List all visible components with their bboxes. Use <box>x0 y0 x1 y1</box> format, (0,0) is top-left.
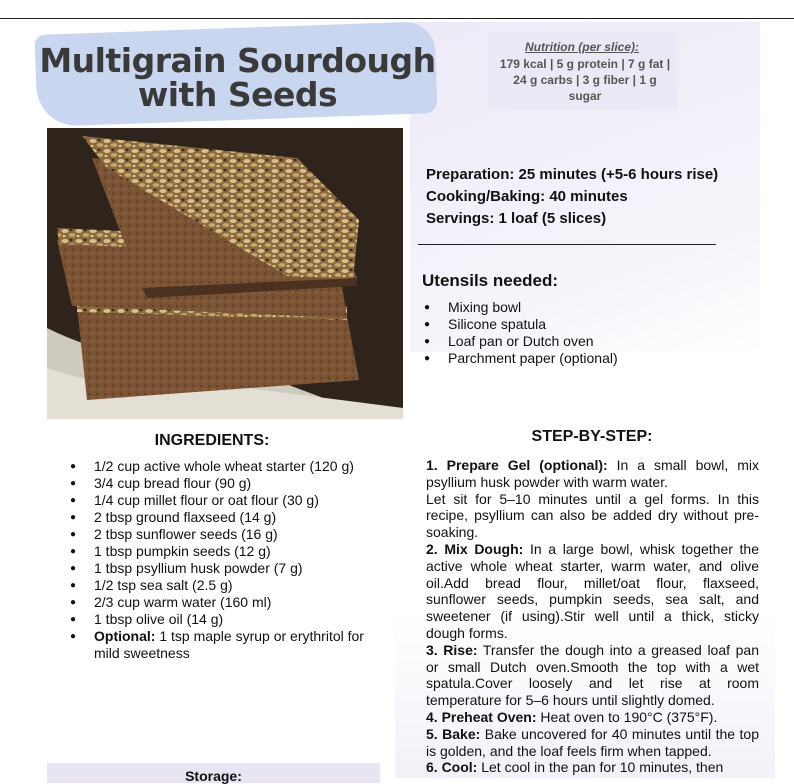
nutrition-text: 179 kcal | 5 g protein | 7 g fat | 24 g carbs | 3 g fiber | 1 g sugar <box>499 57 671 103</box>
step-paragraph: 3. Rise: Transfer the dough into a greased loaf pan or small Dutch oven.Smooth the top with a wet spatula.Cover loosely and let rise at room temperature for 5–6 hours until slightly domed. <box>426 641 759 709</box>
ingredient-item: ● 3/4 cup bread flour (90 g) <box>70 475 388 492</box>
step-paragraph: 4. Preheat Oven: Heat oven to 190°C (375°F). <box>426 708 718 725</box>
steps-title: STEP-BY-STEP: <box>531 428 653 445</box>
utensils-title: Utensils needed: <box>422 271 559 290</box>
ingredient-item: ● 2/3 cup warm water (160 ml) <box>70 594 388 611</box>
ingredient-item: ● Optional: 1 tsp maple syrup or erythritol for mild sweetness <box>70 628 388 662</box>
ingredient-item: ● 1/4 cup millet flour or oat flour (30 g) <box>70 492 388 509</box>
step-paragraph: 6. Cool: Let cool in the pan for 10 minutes, then <box>426 759 724 776</box>
utensil-item: ● Parchment paper (optional) <box>424 350 618 367</box>
section-divider <box>418 244 716 245</box>
utensil-item: ● Mixing bowl <box>424 299 618 316</box>
step-paragraph: Let sit for 5–10 minutes until a gel forms. In this recipe, psyllium can also be added dry without pre-soaking. <box>426 490 759 541</box>
bread-photo <box>47 128 403 419</box>
ingredient-item: ● 2 tbsp ground flaxseed (14 g) <box>70 509 388 526</box>
top-rule <box>0 18 794 19</box>
utensil-item: ● Silicone spatula <box>424 316 618 333</box>
step-paragraph: 1. Prepare Gel (optional): In a small bowl, mix psyllium husk powder with warm water. <box>426 457 759 490</box>
recipe-meta <box>426 164 718 230</box>
servings: Servings: 1 loaf (5 slices) <box>426 210 607 227</box>
steps-body <box>426 457 759 776</box>
step-paragraph: 2. Mix Dough: In a large bowl, whisk together the active whole wheat starter, warm water, and olive oil.Add bread flour, millet/oat flour, flaxseed, sunflower seeds, pumpkin seeds, sea salt, and sweetener (if using).Stir well until a thick, sticky dough forms. <box>426 540 760 641</box>
recipe-title: Multigrain Sourdough with Seeds <box>39 41 436 114</box>
ingredients-title: INGREDIENTS: <box>154 432 270 449</box>
nutrition-heading: Nutrition (per slice): <box>524 40 639 54</box>
preparation-time: Preparation: 25 minutes (+5-6 hours rise) <box>426 166 719 183</box>
storage-title: Storage: <box>185 768 242 784</box>
ingredient-item: ● 1 tbsp olive oil (14 g) <box>70 611 388 628</box>
cooking-time: Cooking/Baking: 40 minutes <box>426 188 628 205</box>
ingredient-item: ● 1 tbsp pumpkin seeds (12 g) <box>70 543 388 560</box>
ingredient-item: ● 2 tbsp sunflower seeds (16 g) <box>70 526 388 543</box>
ingredient-item: ● 1/2 cup active whole wheat starter (120 g) <box>70 458 388 475</box>
ingredient-item: ● 1/2 tsp sea salt (2.5 g) <box>70 577 388 594</box>
step-paragraph: 5. Bake: Bake uncovered for 40 minutes until the top is golden, and the loaf feels firm when tapped. <box>426 725 759 759</box>
ingredients-list <box>70 458 388 662</box>
ingredient-item: ● 1 tbsp psyllium husk powder (7 g) <box>70 560 388 577</box>
utensil-item: ● Loaf pan or Dutch oven <box>424 333 618 350</box>
utensils-list <box>424 299 618 367</box>
